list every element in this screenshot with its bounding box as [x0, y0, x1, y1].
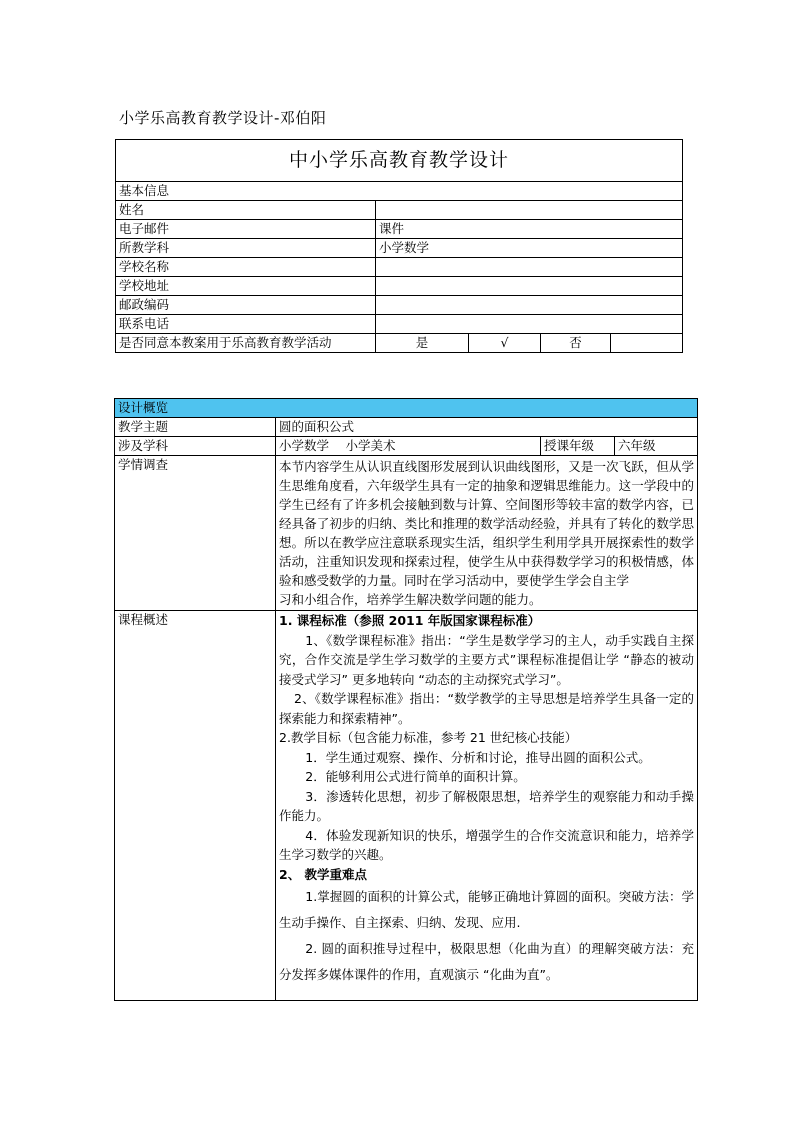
- row-value-subject[interactable]: 小学数学: [376, 239, 683, 258]
- row-value-postcode[interactable]: [376, 296, 683, 315]
- row-label-school-name: 学校名称: [116, 258, 376, 277]
- overview-standard-heading: 1. 课程标准（参照 2011 年版国家课程标准）: [279, 613, 541, 628]
- document-title: 小学乐高教育教学设计-邓伯阳: [119, 109, 327, 127]
- topic-label: 教学主题: [115, 418, 276, 437]
- consent-no-label: 否: [541, 334, 611, 353]
- consent-yes-label: 是: [376, 334, 469, 353]
- survey-tail: 习和小组合作，培养学生解决数学问题的能力。: [279, 592, 542, 607]
- survey-text: [276, 456, 698, 611]
- survey-body: 本节内容学生从认识直线图形发展到认识曲线图形，又是一次飞跃，但从学生思维角度看，六年级学生具有一定的抽象和逻辑思维能力。这一学段中的学生已经有了许多机会接触到数与计算、空间图形等较丰富的数学内容，已经具备了初步的归纳、类比和推理的数学活动经验，并具有了转化的数学思想。所以在教学应注意联系现实生活，组织学生利用学具开展探索性的数学活动，注重知识发现和探索过程，使学生从中获得数学学习的积极情感，体验和感受数学的力量。同时在学习活动中，要使学生学会自主学: [279, 459, 695, 588]
- subjects-value[interactable]: 小学数学 小学美术: [276, 437, 541, 456]
- row-value-name[interactable]: [376, 201, 683, 220]
- row-label-postcode: 邮政编码: [116, 296, 376, 315]
- basic-info-table: [115, 139, 683, 353]
- row-label-phone: 联系电话: [116, 315, 376, 334]
- overview-keypoints-heading: 2、 教学重难点: [279, 866, 368, 882]
- grade-value[interactable]: 六年级: [615, 437, 698, 456]
- overview-objective-2: 2．能够利用公式进行简单的面积计算。: [305, 769, 526, 784]
- overview-keypoint-2: 2. 圆的面积推导过程中，极限思想（化曲为直）的理解突破方法：充分发挥多媒体课件的作用，直观演示 “化曲为直”。: [279, 941, 695, 982]
- overview-objective-1: 1．学生通过观察、操作、分析和讨论，推导出圆的面积公式。: [305, 749, 651, 765]
- overview-keypoint-1: 1.掌握圆的面积的计算公式，能够正确地计算圆的面积。突破方法：学生动手操作、自主探索、归纳、发现、应用.: [279, 889, 695, 930]
- overview-objectives-heading: 2.教学目标（包含能力标准，参考 21 世纪核心技能）: [279, 730, 578, 745]
- row-label-school-address: 学校地址: [116, 277, 376, 296]
- form-heading: 中小学乐高教育教学设计: [116, 140, 683, 182]
- survey-label: 学情调查: [115, 456, 276, 611]
- design-overview-table: [114, 398, 698, 1001]
- overview-objective-4: 4．体验发现新知识的快乐，增强学生的合作交流意识和能力，培养学生学习数学的兴趣。: [279, 827, 695, 862]
- row-label-email: 电子邮件: [116, 220, 376, 239]
- section-design-overview: 设计概览: [115, 399, 698, 418]
- consent-no-checkbox[interactable]: [611, 334, 683, 353]
- topic-value[interactable]: 圆的面积公式: [276, 418, 698, 437]
- row-value-email[interactable]: 课件: [376, 220, 683, 239]
- row-label-name: 姓名: [116, 201, 376, 220]
- overview-text: [276, 611, 698, 1001]
- consent-yes-checkbox[interactable]: √: [469, 334, 541, 353]
- grade-label: 授课年级: [541, 437, 615, 456]
- consent-label: 是否同意本教案用于乐高教育教学活动: [116, 334, 376, 353]
- row-value-school-address[interactable]: [376, 277, 683, 296]
- overview-standard-2: 2、《数学课程标准》指出：“数学教学的主导思想是培养学生具备一定的探索能力和探索精神”。: [279, 691, 695, 726]
- row-value-phone[interactable]: [376, 315, 683, 334]
- row-label-subject: 所教学科: [116, 239, 376, 258]
- subjects-label: 涉及学科: [115, 437, 276, 456]
- overview-label: 课程概述: [115, 611, 276, 1001]
- overview-standard-1: 1、《数学课程标准》指出：“学生是数学学习的主人，动手实践自主探究，合作交流是学生学习数学的主要方式”课程标准提倡让学 “静态的被动接受式学习” 更多地转向 “动态的主动探究式学习”。: [279, 632, 695, 687]
- row-value-school-name[interactable]: [376, 258, 683, 277]
- section-basic-info: 基本信息: [116, 182, 683, 201]
- overview-objective-3: 3．渗透转化思想，初步了解极限思想，培养学生的观察能力和动手操作能力。: [279, 788, 695, 823]
